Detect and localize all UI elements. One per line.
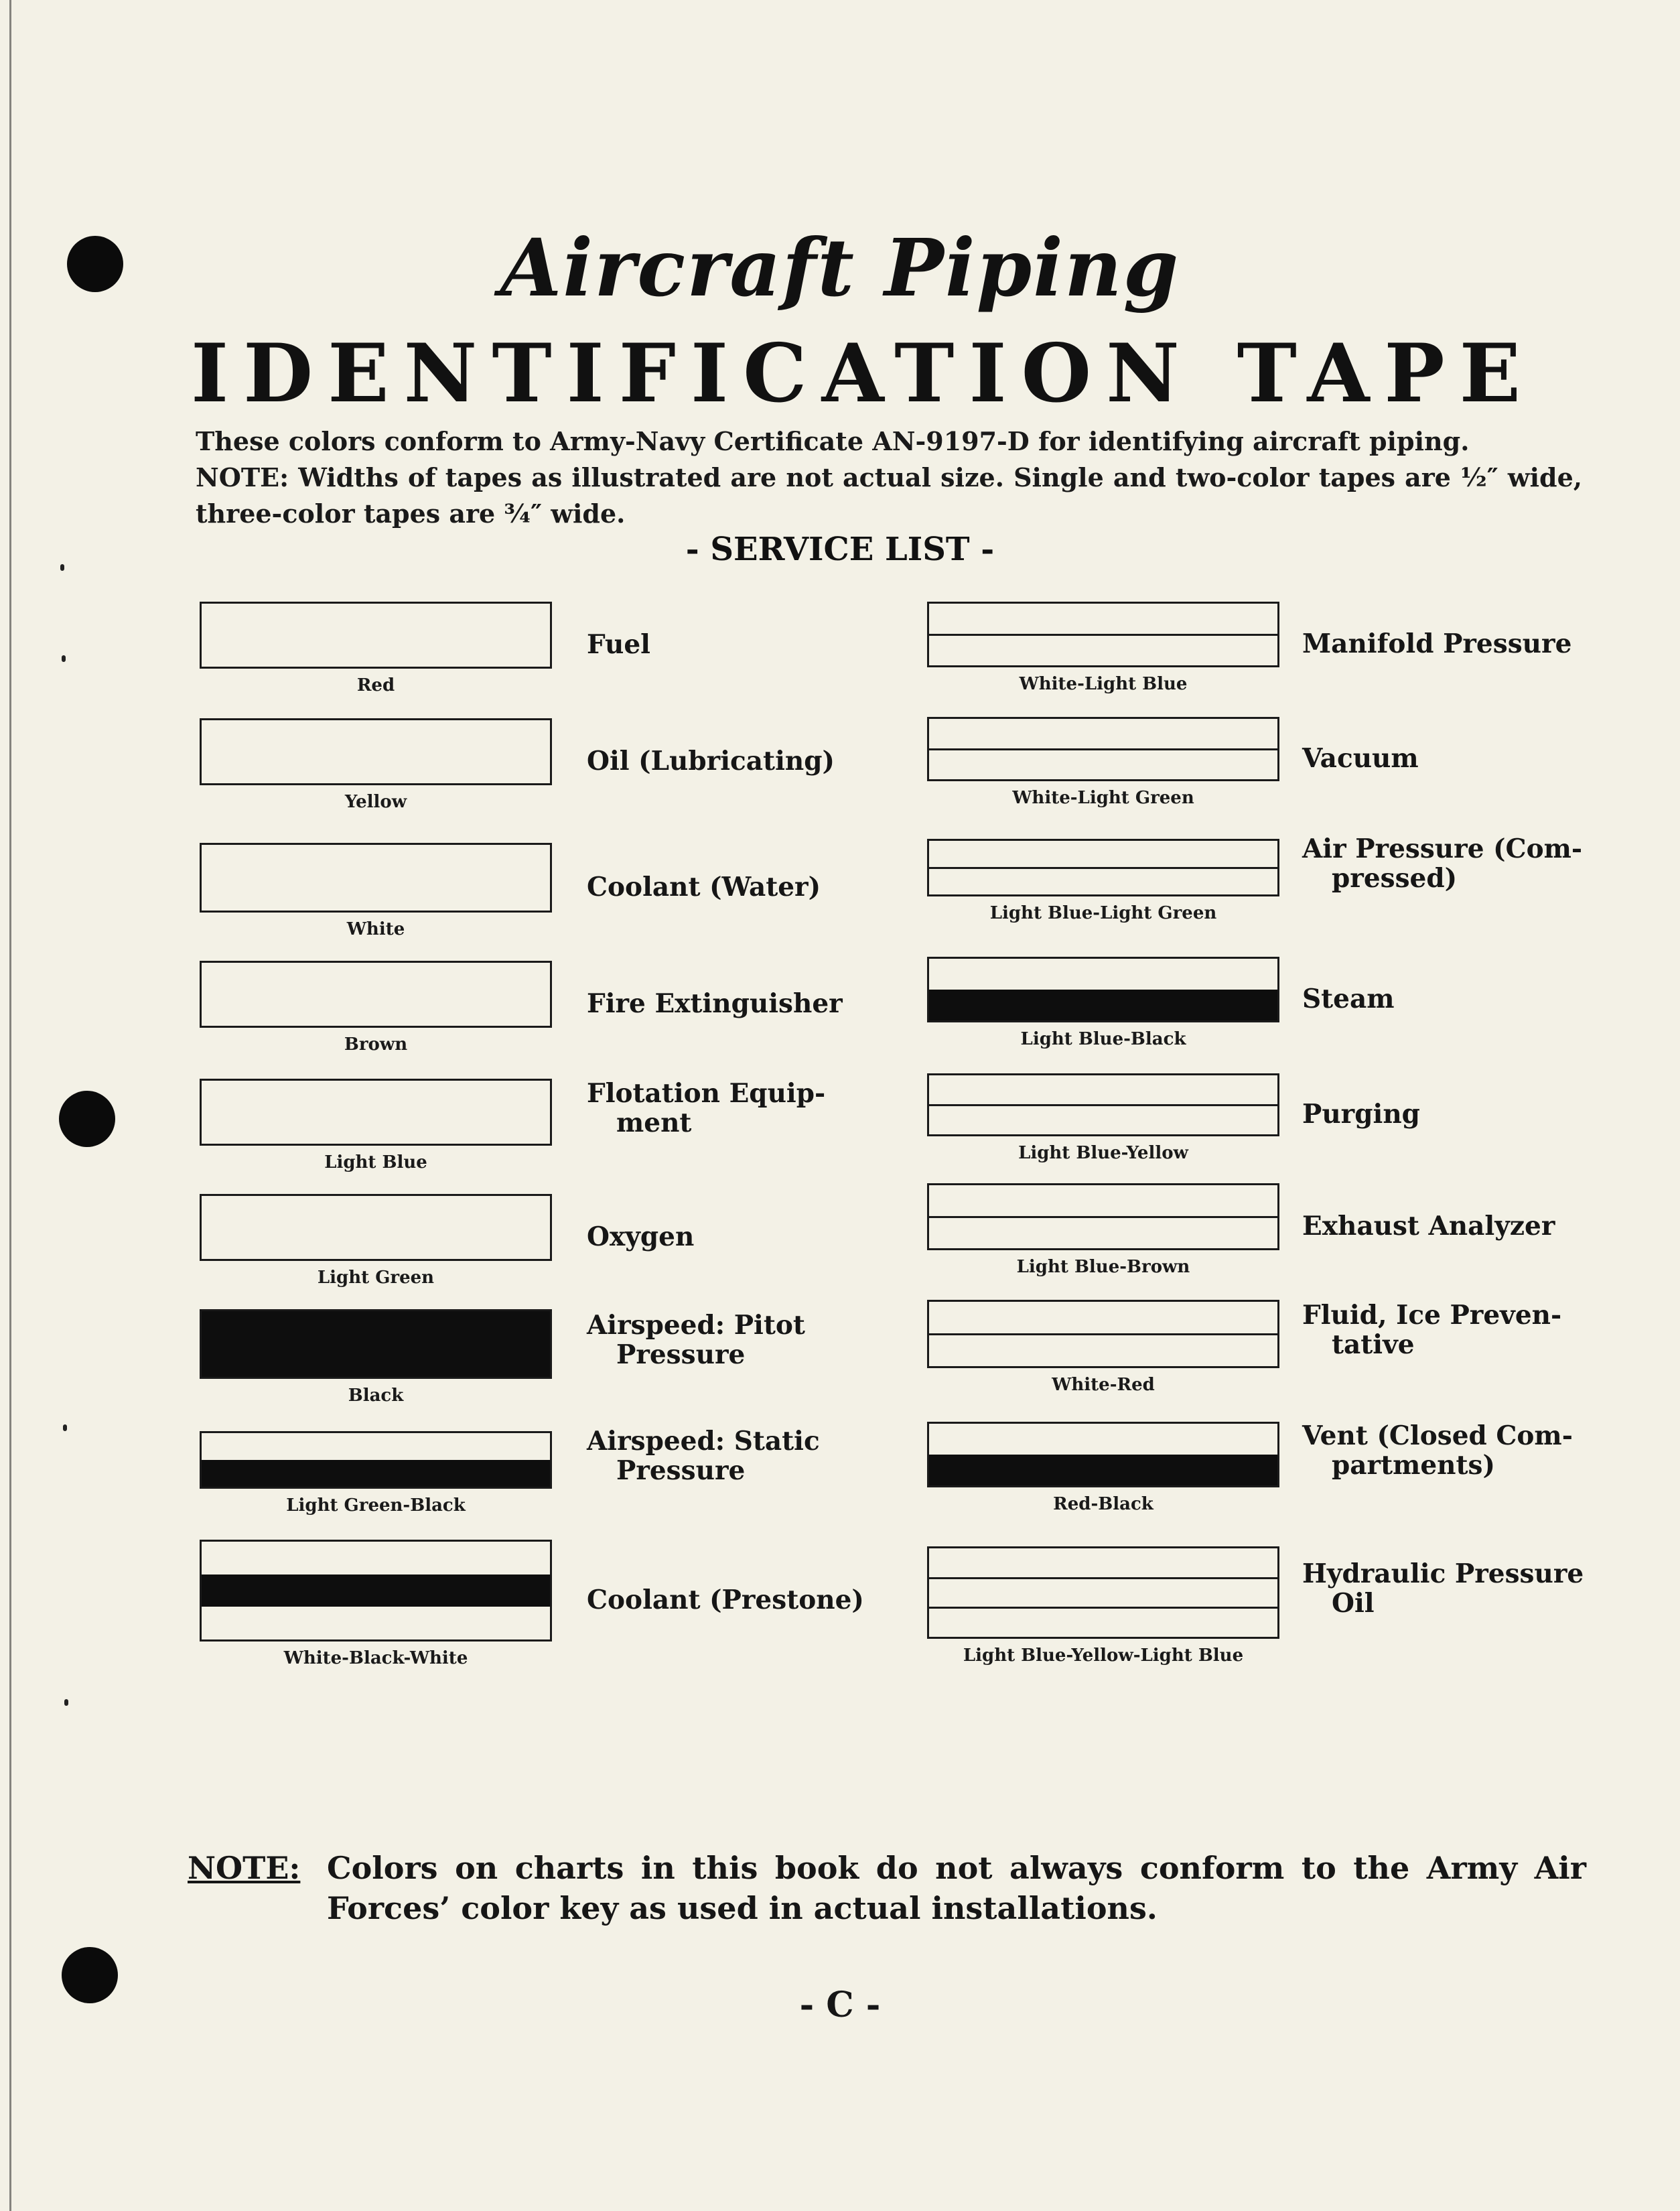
tape-color-caption: Light Blue-Black [1020, 1029, 1186, 1049]
main-title: IDENTIFICATION TAPE [191, 326, 1536, 421]
service-name [587, 1585, 875, 1615]
service-name [1302, 744, 1590, 773]
tape-stripe-light [929, 841, 1277, 868]
tape-stripe-light [929, 1185, 1277, 1217]
service-name-line-1: Vacuum [1302, 743, 1419, 774]
tape-stripe-light [929, 719, 1277, 749]
service-name-line-1: Airspeed: Pitot [587, 1310, 805, 1341]
tape-swatch [200, 843, 552, 913]
footnote-label: NOTE: [188, 1850, 301, 1886]
tape-stripe-light [929, 1217, 1277, 1248]
tape-swatch [200, 1079, 552, 1146]
service-name-line-1: Manifold Pressure [1302, 628, 1572, 659]
tape-swatch [200, 602, 552, 669]
service-name-line-1: Oxygen [587, 1221, 695, 1252]
tape-color-caption: Light Blue-Brown [1016, 1257, 1190, 1277]
tape-stripe-light [929, 1302, 1277, 1334]
tape-color-caption: White-Black-White [283, 1648, 468, 1668]
tape-color-caption: Light Blue-Yellow [1018, 1143, 1188, 1163]
tape-stripe-divider [929, 1577, 1277, 1579]
tape-stripe-divider [929, 1607, 1277, 1609]
paper-speck [63, 1424, 67, 1431]
footnote-text: Colors on charts in this book do not always conform to the Army Air Forces’ color key as used in actual installations. [327, 1850, 1586, 1926]
tape-stripe-light [202, 963, 550, 1026]
service-name-line-2: ment [616, 1108, 692, 1138]
tape-stripe-light [929, 1424, 1277, 1455]
service-name [1302, 629, 1590, 659]
service-name [1302, 834, 1590, 893]
intro-text [196, 423, 1582, 532]
service-name-line-1: Fire Extinguisher [587, 988, 843, 1019]
service-name-line-1: Coolant (Water) [587, 872, 821, 902]
service-name [1302, 1099, 1590, 1129]
service-name-line-1: Coolant (Prestone) [587, 1585, 864, 1615]
tape-stripe-light [929, 634, 1277, 665]
service-name-line-1: Airspeed: Static [587, 1426, 820, 1457]
tape-color-caption: Light Blue [324, 1152, 427, 1172]
tape-color-caption: Yellow [344, 792, 407, 812]
tape-stripe-divider [929, 634, 1277, 636]
service-name-line-2: partments) [1332, 1450, 1495, 1481]
service-name-line-2: Oil [1332, 1588, 1375, 1619]
service-name [1302, 1559, 1590, 1618]
tape-swatch [927, 1422, 1279, 1487]
paper-speck [62, 655, 66, 662]
service-name [587, 989, 875, 1018]
service-name-line-1: Fluid, Ice Preven- [1302, 1300, 1562, 1331]
tape-stripe-black [202, 1574, 550, 1607]
intro-note: NOTE: Widths of tapes as illustrated are not actual size. Single and two-color tapes are ½″ wide, three-color tapes are ¾″ wide. [196, 462, 1582, 529]
script-title: Aircraft Piping [500, 221, 1180, 314]
service-name-line-1: Air Pressure (Com- [1302, 833, 1583, 864]
service-name-line-1: Fuel [587, 629, 650, 660]
tape-swatch [927, 1300, 1279, 1368]
tape-color-caption: White-Red [1052, 1375, 1155, 1395]
service-name [1302, 1300, 1590, 1359]
tape-stripe-black [202, 1311, 550, 1377]
tape-stripe-light [929, 1334, 1277, 1366]
tape-color-caption: Light Blue-Light Green [989, 903, 1217, 923]
tape-stripe-light [929, 749, 1277, 779]
tape-stripe-black [929, 990, 1277, 1020]
tape-stripe-light [202, 720, 550, 783]
tape-swatch [200, 718, 552, 785]
tape-stripe-divider [929, 1216, 1277, 1218]
tape-color-caption: Red [356, 675, 395, 695]
tape-stripe-divider [929, 748, 1277, 750]
service-name [1302, 984, 1590, 1014]
tape-swatch [927, 957, 1279, 1022]
service-name-line-2: Pressure [616, 1339, 746, 1370]
tape-swatch [200, 961, 552, 1028]
tape-stripe-divider [929, 1104, 1277, 1106]
tape-stripe-light [202, 1081, 550, 1144]
tape-color-caption: White-Light Green [1012, 788, 1194, 808]
tape-stripe-black [202, 1460, 550, 1487]
tape-stripe-light [929, 868, 1277, 894]
tape-swatch [927, 1073, 1279, 1136]
service-name [1302, 1211, 1590, 1241]
tape-stripe-light [929, 1607, 1277, 1637]
tape-stripe-light [202, 845, 550, 911]
service-name-line-1: Hydraulic Pressure [1302, 1558, 1584, 1589]
tape-swatch [200, 1431, 552, 1489]
tape-color-caption: White [346, 919, 405, 939]
tape-color-caption: Light Blue-Yellow-Light Blue [963, 1646, 1244, 1666]
service-name-line-2: Pressure [616, 1455, 746, 1486]
tape-stripe-light [202, 1607, 550, 1639]
tape-swatch [927, 1546, 1279, 1639]
tape-color-caption: Black [348, 1386, 404, 1406]
tape-color-caption: Brown [344, 1034, 408, 1055]
tape-swatch [927, 1183, 1279, 1250]
tape-stripe-light [202, 604, 550, 667]
tape-stripe-light [202, 1542, 550, 1574]
intro-line-1: These colors conform to Army-Navy Certificate AN-9197-D for identifying aircraft piping. [196, 426, 1470, 456]
tape-color-caption: Red-Black [1053, 1494, 1153, 1514]
service-name [1302, 1421, 1590, 1480]
tape-swatch [200, 1194, 552, 1261]
paper-speck [64, 1699, 68, 1706]
tape-stripe-light [929, 604, 1277, 634]
binder-hole-middle [59, 1091, 115, 1147]
tape-stripe-light [929, 1548, 1277, 1578]
tape-stripe-black [929, 1455, 1277, 1485]
page-edge-line [9, 0, 11, 2211]
tape-stripe-light [929, 1105, 1277, 1134]
service-name [587, 1222, 875, 1252]
tape-swatch [927, 602, 1279, 667]
service-name-line-2: pressed) [1332, 863, 1458, 894]
tape-stripe-light [929, 959, 1277, 990]
tape-color-caption: White-Light Blue [1019, 674, 1188, 694]
service-name-line-1: Exhaust Analyzer [1302, 1211, 1555, 1242]
tape-swatch [200, 1309, 552, 1379]
service-name-line-2: tative [1332, 1329, 1415, 1360]
service-name [587, 746, 875, 776]
tape-color-caption: Light Green [317, 1268, 435, 1288]
tape-swatch [927, 839, 1279, 896]
tape-stripe-divider [929, 1333, 1277, 1335]
service-name-line-1: Steam [1302, 984, 1395, 1014]
service-name [587, 1079, 875, 1138]
page-number: - C - [799, 1985, 881, 2025]
tape-swatch [200, 1540, 552, 1642]
service-name-line-1: Purging [1302, 1099, 1420, 1130]
tape-stripe-light [202, 1433, 550, 1460]
service-name [587, 1426, 875, 1485]
tape-swatch [927, 717, 1279, 781]
service-name-line-1: Oil (Lubricating) [587, 746, 835, 777]
tape-stripe-light [202, 1196, 550, 1259]
tape-stripe-divider [929, 867, 1277, 869]
service-name-line-1: Vent (Closed Com- [1302, 1420, 1573, 1451]
service-list-heading: - SERVICE LIST - [685, 531, 995, 568]
tape-stripe-light [929, 1578, 1277, 1607]
service-name [587, 630, 875, 659]
tape-color-caption: Light Green-Black [286, 1495, 466, 1516]
service-name-line-1: Flotation Equip- [587, 1078, 826, 1109]
service-name [587, 872, 875, 902]
tape-stripe-light [929, 1075, 1277, 1105]
service-name [587, 1311, 875, 1369]
